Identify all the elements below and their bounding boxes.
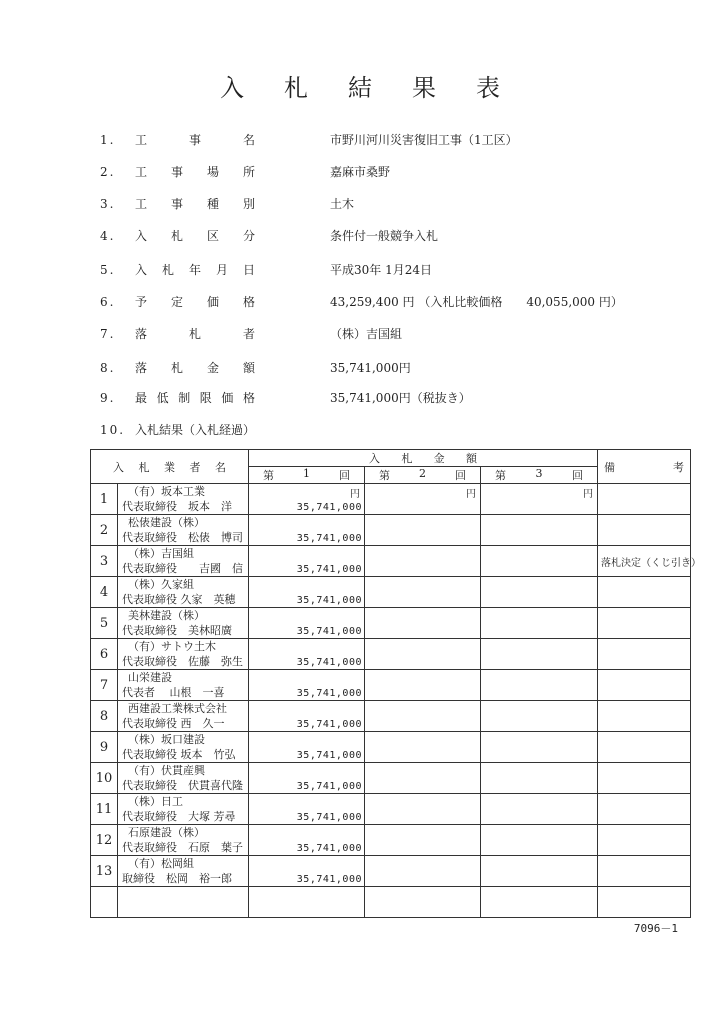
bid-amount-round-2 [365, 515, 481, 546]
info-label-char: 制 [178, 391, 191, 405]
info-value: 嘉麻市桑野 [330, 165, 391, 179]
info-label-char: 区 [206, 229, 219, 243]
info-label-char: 入 [135, 263, 148, 277]
representative-name: 代表取締役 佐藤 弥生 [122, 655, 243, 668]
info-label-char: 定 [170, 295, 183, 309]
representative-name: 代表取締役 伏貫喜代隆 [122, 779, 243, 792]
info-label-char: 別 [242, 197, 255, 211]
company-name: 山栄建設 [128, 671, 172, 684]
bid-amount-round-3 [481, 701, 598, 732]
bid-amount-round-2 [365, 608, 481, 639]
bid-amount-round-3 [481, 577, 598, 608]
bid-amount-round-1 [249, 794, 365, 825]
round-header-2 [365, 467, 481, 484]
info-value: 43,259,400 円 （入札比較価格 40,055,000 円） [330, 295, 623, 309]
bid-amount-round-3 [481, 484, 598, 515]
info-label-char: 最 [135, 391, 148, 405]
amount-header-char: 入 [369, 452, 380, 465]
bid-amount-value: 35,741,000 [296, 750, 362, 761]
bidder-header-char: 者 [189, 460, 201, 474]
info-label-char: 工 [135, 165, 148, 179]
row-number: 12 [91, 825, 118, 856]
bid-amount-round-3 [481, 639, 598, 670]
table-row [91, 856, 691, 887]
company-name: （株）坂口建設 [128, 733, 205, 746]
info-label [135, 324, 255, 344]
round-header-char: 回 [339, 469, 350, 482]
bid-amount-round-3 [481, 763, 598, 794]
info-label-char: 金 [206, 361, 219, 375]
company-name: 西建設工業株式会社 [128, 702, 227, 715]
info-label-char: 日 [242, 263, 255, 277]
company-name: （株）久家組 [128, 578, 194, 591]
info-value: 35,741,000円 [330, 361, 411, 375]
info-label-char: 札 [188, 327, 201, 341]
row-number: 7 [91, 670, 118, 701]
bidder-header-char: 札 [138, 460, 150, 474]
round-header-char: 第 [263, 469, 274, 482]
row-number: 9 [91, 732, 118, 763]
round-header-char: 第 [379, 469, 390, 482]
company-name: （有）伏貫産興 [128, 764, 205, 777]
remarks-header-char: 考 [673, 460, 684, 474]
bidder-cell [118, 515, 249, 546]
bid-amount-round-2 [365, 701, 481, 732]
bid-amount-round-1 [249, 701, 365, 732]
bid-amount-round-1 [249, 670, 365, 701]
info-value: （株）吉国組 [330, 327, 403, 341]
remarks-header-char: 備 [604, 460, 615, 474]
bid-amount-value: 35,741,000 [296, 657, 362, 668]
amount-header-char: 札 [401, 452, 413, 465]
info-label-char: 格 [242, 391, 255, 405]
table-row [91, 577, 691, 608]
bid-amount-round-1 [249, 577, 365, 608]
representative-name: 取締役 松岡 裕一郎 [122, 872, 232, 885]
bid-amount-round-1 [249, 608, 365, 639]
bid-amount-round-2 [365, 732, 481, 763]
round-header-char: 回 [572, 469, 583, 482]
info-number: 1. [100, 133, 116, 147]
company-name: （有）坂本工業 [128, 485, 205, 498]
row-number: 3 [91, 546, 118, 577]
representative-name: 代表取締役 松俵 博司 [122, 531, 243, 544]
representative-name: 代表取締役 坂本 竹弘 [122, 748, 236, 761]
info-value: 35,741,000円（税抜き） [330, 391, 471, 405]
row-number: 5 [91, 608, 118, 639]
bidder-header-char: 名 [215, 460, 226, 474]
info-number: 2. [100, 165, 116, 179]
info-label-char: 種 [206, 197, 219, 211]
table-row [91, 639, 691, 670]
bid-amount-round-1 [249, 763, 365, 794]
round-header-1 [249, 467, 365, 484]
info-label-char: 落 [135, 361, 148, 375]
bid-amount-round-2 [365, 763, 481, 794]
bid-amount-value: 35,741,000 [296, 564, 362, 575]
document-title: 入札結果表 [220, 74, 540, 102]
bid-amount-round-1 [249, 639, 365, 670]
bid-amount-value: 35,741,000 [296, 874, 362, 885]
info-label-char: 額 [242, 361, 255, 375]
bid-amount-round-2 [365, 577, 481, 608]
bid-amount-round-2 [365, 670, 481, 701]
remarks-cell [598, 515, 691, 546]
info-label-char: 所 [242, 165, 255, 179]
representative-name: 代表取締役 西 久一 [122, 717, 225, 730]
remarks-cell [598, 484, 691, 515]
page-number: 7096－1 [633, 922, 678, 935]
bid-amount-round-1 [249, 887, 365, 918]
bid-amount-round-2 [365, 639, 481, 670]
bid-amount-round-1 [249, 484, 365, 515]
bidder-name-header [91, 450, 249, 484]
bidder-cell [118, 732, 249, 763]
info-value: 市野川河川災害復旧工事（1工区） [330, 133, 518, 147]
table-row [91, 763, 691, 794]
info-label-char: 価 [221, 391, 234, 405]
representative-name: 代表取締役 石原 葉子 [122, 841, 243, 854]
info-label [135, 358, 255, 378]
table-row [91, 794, 691, 825]
remarks-cell [598, 732, 691, 763]
company-name: （株）日工 [128, 795, 183, 808]
info-number: 8. [100, 361, 116, 375]
bid-amount-header [249, 450, 598, 467]
representative-name: 代表取締役 吉國 信 [122, 562, 243, 575]
bid-amount-value: 35,741,000 [296, 781, 362, 792]
bidder-cell [118, 608, 249, 639]
info-number: 7. [100, 327, 116, 341]
info-label [135, 260, 255, 280]
table-row [91, 608, 691, 639]
info-label [135, 162, 255, 182]
info-label-char: 事 [170, 197, 183, 211]
info-label-char: 年 [188, 263, 201, 277]
info-label-char: 限 [199, 391, 212, 405]
info-label [135, 420, 255, 440]
row-number: 1 [91, 484, 118, 515]
info-value: 土木 [330, 197, 355, 211]
bid-amount-round-1 [249, 856, 365, 887]
representative-name: 代表取締役 美林昭廣 [122, 624, 232, 637]
info-label [135, 130, 255, 150]
bidder-cell [118, 484, 249, 515]
company-name: （有）サトウ土木 [128, 640, 216, 653]
bid-amount-value: 35,741,000 [296, 626, 362, 637]
row-number: 13 [91, 856, 118, 887]
info-label-char: 札 [170, 361, 183, 375]
info-label-char: 者 [242, 327, 255, 341]
table-row [91, 887, 691, 918]
yen-unit: 円 [466, 489, 476, 500]
remarks-cell [598, 639, 691, 670]
bid-amount-value: 35,741,000 [296, 688, 362, 699]
info-number: 5. [100, 263, 116, 277]
remarks-cell: 落札決定（くじ引き） [598, 546, 691, 577]
representative-name: 代表者 山根 一喜 [122, 686, 225, 699]
info-label [135, 194, 255, 214]
remarks-cell [598, 887, 691, 918]
table-row [91, 670, 691, 701]
info-label-char: 工 [135, 133, 148, 147]
info-label-char: 札 [170, 229, 183, 243]
bid-amount-round-1 [249, 546, 365, 577]
info-label-char: 月 [215, 263, 228, 277]
bidder-cell [118, 577, 249, 608]
bidder-cell [118, 825, 249, 856]
table-row [91, 701, 691, 732]
bid-amount-value: 35,741,000 [296, 533, 362, 544]
remarks-cell [598, 856, 691, 887]
table-row [91, 732, 691, 763]
info-label-char: 工 [135, 197, 148, 211]
bidder-header-char: 入 [113, 460, 124, 474]
remarks-cell [598, 608, 691, 639]
info-number: 3. [100, 197, 116, 211]
row-number: 10 [91, 763, 118, 794]
remarks-cell [598, 763, 691, 794]
info-label-char: 入札結果（入札経過） [135, 423, 256, 437]
company-name: 美林建設（株） [128, 609, 205, 622]
info-label-char: 分 [242, 229, 255, 243]
info-label-char: 名 [242, 133, 255, 147]
row-number: 2 [91, 515, 118, 546]
company-name: 石原建設（株） [128, 826, 205, 839]
bidder-cell [118, 794, 249, 825]
info-number: 10. [100, 423, 126, 437]
bidder-cell [118, 763, 249, 794]
row-number [91, 887, 118, 918]
row-number: 6 [91, 639, 118, 670]
bid-amount-value: 35,741,000 [296, 502, 362, 513]
info-number: 9. [100, 391, 116, 405]
bid-amount-value: 35,741,000 [296, 719, 362, 730]
bid-amount-round-2 [365, 856, 481, 887]
info-value: 条件付一般競争入札 [330, 229, 439, 243]
remarks-cell [598, 577, 691, 608]
yen-unit: 円 [583, 489, 593, 500]
bid-amount-value: 35,741,000 [296, 843, 362, 854]
bid-amount-round-3 [481, 887, 598, 918]
company-name: （有）松岡組 [128, 857, 194, 870]
bidder-cell [118, 856, 249, 887]
bid-amount-round-3 [481, 546, 598, 577]
bidder-header-char: 業 [164, 460, 175, 474]
bidder-cell [118, 887, 249, 918]
info-label [135, 388, 255, 408]
table-row [91, 546, 691, 577]
bid-amount-round-3 [481, 794, 598, 825]
bid-amount-round-2 [365, 546, 481, 577]
info-label-char: 低 [156, 391, 169, 405]
round-header-char: 3 [535, 467, 543, 480]
row-number: 4 [91, 577, 118, 608]
bid-amount-round-2 [365, 794, 481, 825]
row-number: 8 [91, 701, 118, 732]
bid-amount-round-2 [365, 887, 481, 918]
info-label-char: 予 [135, 295, 148, 309]
info-value: 平成30年 1月24日 [330, 263, 432, 277]
bid-amount-round-3 [481, 856, 598, 887]
info-label-char: 札 [161, 263, 174, 277]
bid-amount-round-3 [481, 732, 598, 763]
bid-results-table [90, 449, 701, 918]
amount-header-char: 額 [465, 452, 477, 465]
info-label-char: 事 [188, 133, 201, 147]
bidder-cell [118, 670, 249, 701]
bid-amount-round-2 [365, 484, 481, 515]
bid-amount-round-3 [481, 608, 598, 639]
bidder-cell [118, 546, 249, 577]
representative-name: 代表取締役 大塚 芳尋 [122, 810, 236, 823]
info-label [135, 226, 255, 246]
row-number: 11 [91, 794, 118, 825]
remarks-header [598, 450, 691, 484]
bid-amount-round-1 [249, 732, 365, 763]
remarks-cell [598, 670, 691, 701]
info-label-char: 格 [242, 295, 255, 309]
company-name: 松俵建設（株） [128, 516, 205, 529]
company-name: （株）吉国組 [128, 547, 194, 560]
info-number: 4. [100, 229, 116, 243]
bid-amount-round-1 [249, 825, 365, 856]
info-label [135, 292, 255, 312]
bid-amount-round-3 [481, 515, 598, 546]
table-row [91, 825, 691, 856]
bid-amount-round-3 [481, 825, 598, 856]
bid-amount-value: 35,741,000 [296, 595, 362, 606]
table-row [91, 484, 691, 515]
table-row [91, 515, 691, 546]
bid-amount-round-2 [365, 825, 481, 856]
bid-amount-value: 35,741,000 [296, 812, 362, 823]
info-label-char: 価 [206, 295, 219, 309]
info-label-char: 落 [135, 327, 148, 341]
representative-name: 代表取締役 坂本 洋 [122, 500, 232, 513]
round-header-char: 回 [455, 469, 466, 482]
remarks-cell [598, 794, 691, 825]
bid-amount-round-1 [249, 515, 365, 546]
round-header-char: 1 [303, 467, 310, 480]
representative-name: 代表取締役 久家 英穂 [122, 593, 236, 606]
bidder-cell [118, 639, 249, 670]
round-header-char: 2 [419, 467, 426, 480]
remarks-cell [598, 825, 691, 856]
bidder-cell [118, 701, 249, 732]
info-number: 6. [100, 295, 116, 309]
info-label-char: 事 [170, 165, 183, 179]
round-header-3 [481, 467, 598, 484]
amount-header-char: 金 [433, 452, 445, 465]
yen-unit: 円 [350, 489, 360, 500]
info-label-char: 場 [206, 165, 219, 179]
bid-amount-round-3 [481, 670, 598, 701]
remarks-cell [598, 701, 691, 732]
info-label-char: 入 [135, 229, 148, 243]
round-header-char: 第 [495, 469, 506, 482]
